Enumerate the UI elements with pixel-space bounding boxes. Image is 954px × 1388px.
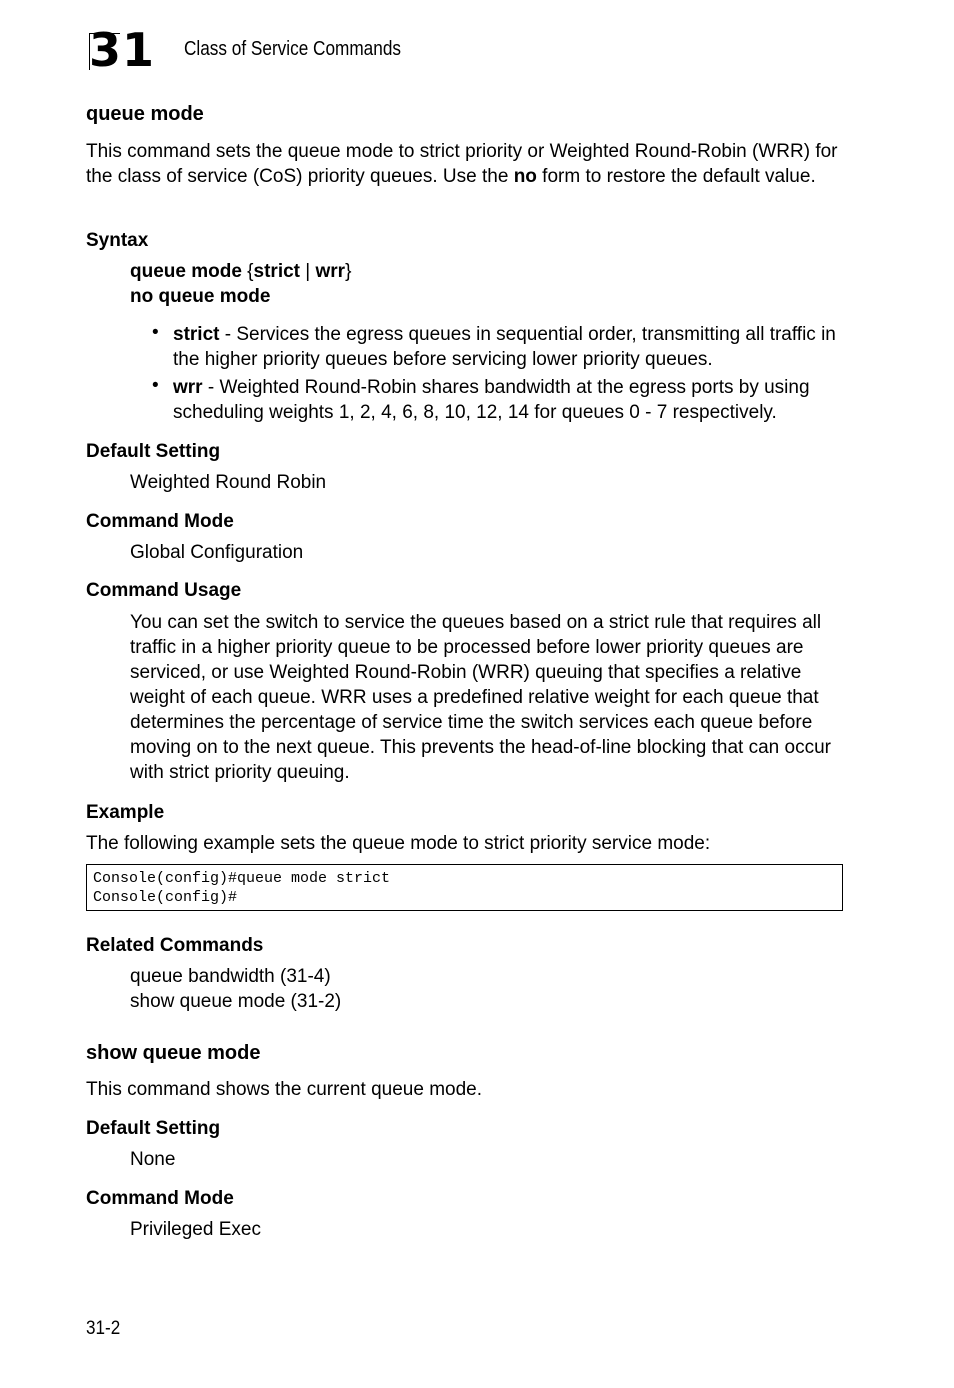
show-queue-mode-description: This command shows the current queue mode. xyxy=(86,1079,483,1100)
syntax-command: queue mode xyxy=(130,261,242,282)
example-heading: Example xyxy=(86,802,165,823)
bullet-description: - Weighted Round-Robin shares bandwidth at the egress ports by using scheduling weights 1, 2, 4, 6, 8, 10, 12, 14 for queues 0 - 7 respectively. xyxy=(173,377,810,423)
bullet-description: - Services the egress queues in sequential order, transmitting all traffic in the higher priority queues before servicing lower priority queues. xyxy=(173,324,836,370)
chapter-title: Class of Service Commands xyxy=(184,38,401,60)
command-usage-heading: Command Usage xyxy=(86,580,242,601)
syntax-brace-open: { xyxy=(241,261,254,282)
syntax-line-no-queue-mode: no queue mode xyxy=(130,286,271,307)
command-usage-text: You can set the switch to service the queues based on a strict rule that requires all traffic in a higher priority queue to be processed before lower priority queues are serviced, or use Weighted Round-Robin (WRR) queuing that specifies a relative weight of each queue. WRR uses a predefined relative weight for each queue that determines the percentage of service time the switch services each queue before moving on to the next queue. This prevents the head-of-line blocking that can occur with strict priority queuing. xyxy=(130,612,831,783)
related-command-item: queue bandwidth (31-4) xyxy=(130,966,331,987)
syntax-line-queue-mode xyxy=(130,259,351,284)
description-text-end: form to restore the default value. xyxy=(536,166,816,187)
command-mode-value: Privileged Exec xyxy=(130,1219,261,1240)
bullet-term: wrr xyxy=(173,377,203,398)
syntax-separator: | xyxy=(300,261,316,282)
code-line: Console(config)# xyxy=(93,889,238,906)
code-line: Console(config)#queue mode strict xyxy=(93,870,391,887)
chapter-number: 31 xyxy=(89,23,156,77)
page-number: 31-2 xyxy=(86,1318,121,1339)
code-example-box xyxy=(86,864,843,911)
syntax-option-wrr: wrr xyxy=(315,261,346,282)
example-text: The following example sets the queue mode to strict priority service mode: xyxy=(86,833,711,854)
command-title-show-queue-mode: show queue mode xyxy=(86,1042,261,1064)
command-mode-value: Global Configuration xyxy=(130,542,304,563)
bullet-icon: • xyxy=(152,322,159,343)
related-command-item: show queue mode (31-2) xyxy=(130,991,342,1012)
bullet-icon: • xyxy=(152,375,159,396)
default-setting-value: Weighted Round Robin xyxy=(130,472,327,493)
description-text-start: This command sets the queue mode to strict priority or Weighted Round-Robin (WRR) for the class of service (CoS) priority queues. Use the xyxy=(86,141,838,187)
command-title-queue-mode: queue mode xyxy=(86,103,204,125)
default-setting-heading: Default Setting xyxy=(86,441,221,462)
bullet-term: strict xyxy=(173,324,220,345)
syntax-brace-close: } xyxy=(345,261,352,282)
syntax-option-strict: strict xyxy=(253,261,300,282)
command-mode-heading: Command Mode xyxy=(86,1188,234,1209)
bullet-item-wrr xyxy=(173,375,848,425)
queue-mode-description xyxy=(86,139,846,189)
no-keyword: no xyxy=(513,166,537,187)
syntax-heading: Syntax xyxy=(86,230,149,251)
related-commands-heading: Related Commands xyxy=(86,935,264,956)
command-mode-heading: Command Mode xyxy=(86,511,234,532)
bullet-item-strict xyxy=(173,322,848,372)
default-setting-value: None xyxy=(130,1149,176,1170)
default-setting-heading: Default Setting xyxy=(86,1118,221,1139)
